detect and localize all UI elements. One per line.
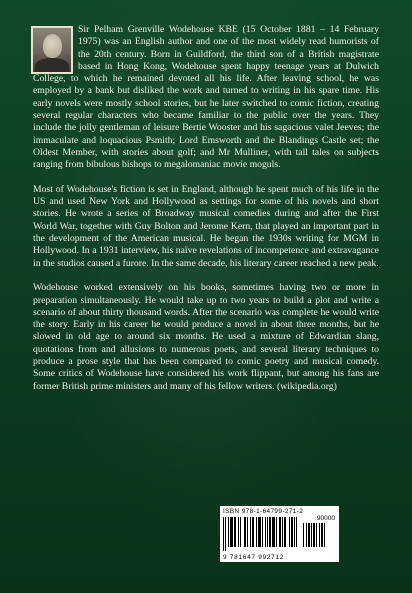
barcode-bar [279,517,281,547]
barcode-bar [225,517,226,551]
portrait-spacer [33,24,78,71]
barcode-bar [256,517,257,547]
barcode-digits: 9 781647 992712 [223,554,285,561]
barcode-addon-bar [308,523,310,547]
barcode-bar [294,517,295,547]
barcode-addon-bar [316,523,317,547]
bio-paragraph-1 [33,24,379,172]
barcode-bar [284,517,286,547]
author-biography [33,24,379,405]
barcode-bar [282,517,283,547]
barcode-addon-bar [303,523,304,547]
barcode-bar [291,517,293,547]
barcode-addon-bar [313,523,315,547]
barcode-bar [272,517,275,547]
barcode-bar [269,517,271,547]
barcode-bar [223,517,224,551]
bio-paragraph-2: Most of Wodehouse's fiction is set in England, although he spent much of his life in the US and used New York and Hollywood as settings for some of his novels and short stories. He wrote a series of Broadway musical comedies during and after the First World War, together with Guy Bolton and Jerome Kern, that played an important part in the development of the American musical. He began the 1930s writing for MGM in Hollywood. In a 1931 interview, his naïve revelations of incompetence and extravagance in the studios caused a furore. In the same decade, his literary career reached a new peak. [33,183,379,269]
barcode-addon-bar [306,523,307,547]
price-code: 90000 [316,515,335,522]
barcode-bar [276,517,277,547]
isbn-text: ISBN 978-1-64799-271-2 [223,508,304,515]
barcode-bar [252,517,254,547]
bio-paragraph-3: Wodehouse worked extensively on his books, sometimes having two or more in preparation simultaneously. He would take up to two years to build a plot and write a scenario of about thirty thousand words. After the scenario was complete he would write the story. Early in his career he would produce a novel in about three months, but he slowed in old age to around six months. He used a mixture of Edwardian slang, quotations from and allusions to numerous poets, and several literary techniques to produce a prose style that has been compared to comic poetry and musical comedy. Some critics of Wodehouse have considered his work flippant, but among his fans are former British prime ministers and many of his fellow writers. (wikipedia.org) [33,282,379,392]
barcode-bar [234,517,236,547]
barcode-addon-bar [324,523,325,547]
barcode-bar [244,517,246,547]
barcode-bar [228,517,229,547]
barcode-bars [223,517,336,551]
barcode-bar [267,517,268,547]
barcode-bar [240,517,241,547]
barcode-bar [265,517,266,547]
barcode-bar [289,517,290,547]
barcode-addon-bar [311,523,312,547]
barcode-bar [250,517,251,547]
bio-paragraph-1-text: Sir Pelham Grenville Wodehouse KBE (15 October 1881 – 14 February 1975) was an English author and one of the most widely read humorists of the 20th century. Born in Guildford, the third son of a British magistrate based in Hong Kong, Wodehouse spent happy teenage years at Dulwich College, to which he remained devoted all his life. After leaving school, he was employed by a bank but disliked the work and turned to writing in his spare time. His early novels were mostly school stories, but he later switched to comic fiction, creating several regular characters who became familiar to the public over the years. They include the jolly gentleman of leisure Bertie Wooster and his sagacious valet Jeeves; the immaculate and loquacious Psmith; Lord Emsworth and the Blandings Castle set; the Oldest Member, with stories about golf; and Mr Mulliner, with tall tales on subjects ranging from bibulous bishops to megalomaniac movie moguls. [33,24,379,171]
barcode-bar [258,517,261,547]
barcode-bar [247,517,248,547]
barcode-addon-bar [319,523,320,547]
barcode-bar [238,517,239,547]
barcode-addon-bar [321,523,323,547]
isbn-barcode [220,506,339,562]
barcode-bar [296,517,297,547]
barcode-bar [230,517,233,547]
barcode-bar [262,517,263,547]
